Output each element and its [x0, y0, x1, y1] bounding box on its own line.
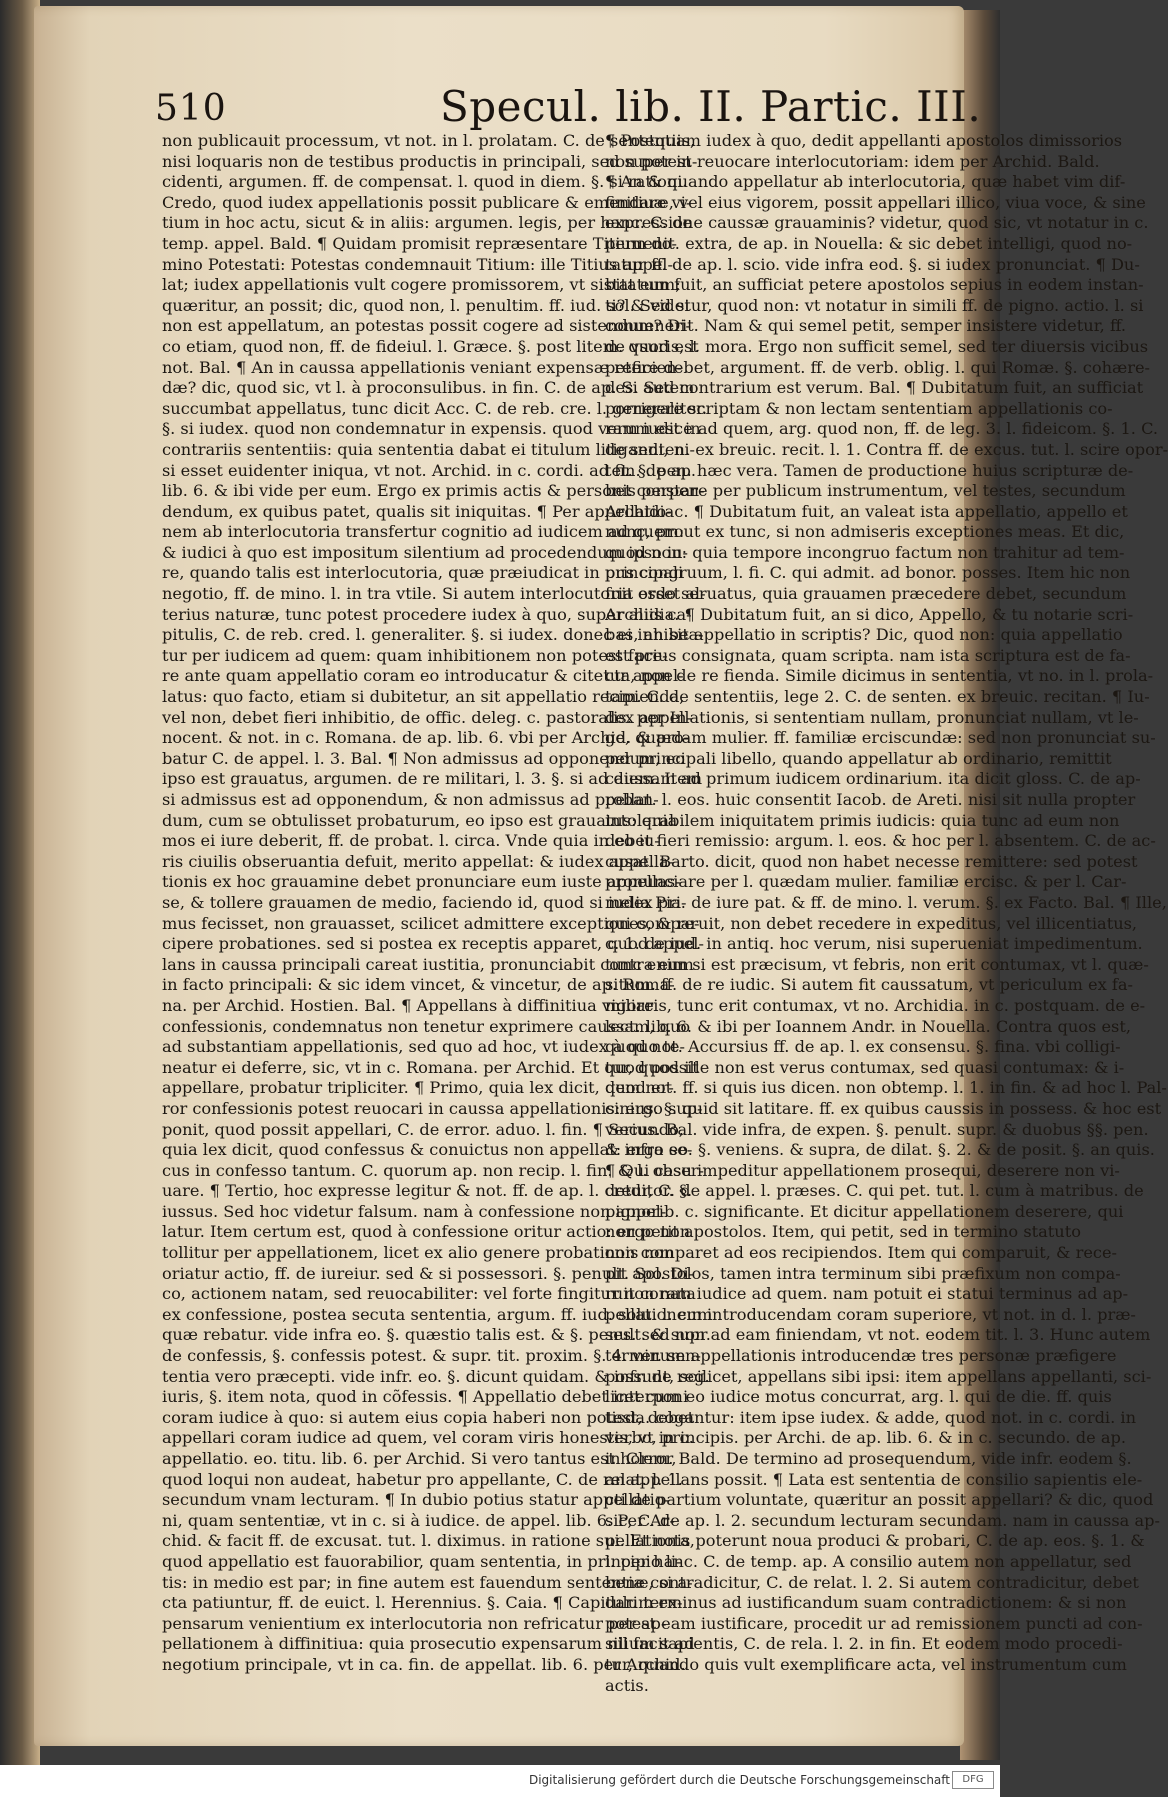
text-line: lans in caussa principali careat iustitia, pronunciabit contra eum — [162, 954, 694, 974]
text-line: quod non: quia tempore incongruo factum non trahitur ad tem- — [605, 542, 1125, 562]
text-line: ni, quam sententiæ, vt in c. si à iudice. de appel. lib. 6. Per Ar- — [162, 1510, 675, 1530]
text-line: lib. 6. & ibi vide per eum. Ergo ex primis actis & personis perpen- — [162, 481, 705, 501]
text-line: pensarum venientium ex interlocutoria non refricatur per ap- — [162, 1613, 667, 1633]
text-line: ipso est grauatus, argumen. de re militari, l. 3. §. si ad diem. Item — [162, 769, 703, 789]
text-line: iussus. Sed hoc videtur falsum. nam à confessione non appel- — [162, 1201, 667, 1221]
text-line: pronunciare per l. quædam mulier. familiæ ercisc. & per l. Car- — [605, 872, 1127, 892]
text-line: quæritur, an possit; dic, quod non, l. penultim. ff. iud. sol. Sed si — [162, 295, 690, 315]
text-line: na. per Archid. Hostien. Bal. ¶ Appellans à diffinitiua vigore — [162, 995, 654, 1015]
text-line: porrigere scriptam & non lectam sententiam appellationis co- — [605, 398, 1113, 418]
text-line: bene contradicitur, C. de relat. l. 2. Si autem contradicitur, debet — [605, 1572, 1139, 1592]
text-line: cusat. Barto. dicit, quod non habet necesse remittere: sed potest — [605, 851, 1138, 871]
text-line: actis. — [605, 1675, 649, 1695]
text-line: nem ab interlocutoria transfertur cognitio ad iudicem ad quem: — [162, 522, 685, 542]
text-line: cipere probationes. sed si postea ex receptis apparet, quod appel- — [162, 934, 704, 954]
text-line: pit apostolos, tamen intra terminum sibi præfixum non compa- — [605, 1263, 1121, 1283]
text-line: cta patiuntur, ff. de euict. l. Herennius. §. Caia. ¶ Capitulum ex- — [162, 1593, 683, 1613]
text-line: uare. ¶ Tertio, hoc expresse legitur & not. ff. de ap. l. creditor. §. — [162, 1181, 693, 1201]
text-line: mos ei iure deberit, ff. de probat. l. circa. Vnde quia in eo iu- — [162, 831, 660, 851]
text-line: cti de partium voluntate, quæritur an possit appellari? & dic, quod — [605, 1490, 1154, 1510]
text-line: iuris, §. item nota, quod in cõfessis. ¶ Appellatio debet interponi — [162, 1387, 689, 1407]
text-line: est prius consignata, quam scripta. nam ista scriptura est de fa- — [605, 645, 1131, 665]
text-line: pellat. l. eos. huic consentit Iacob. de Areti. nisi sit nulla propter — [605, 790, 1136, 809]
text-line: not. Bal. ¶ An in caussa appellationis veniant expensæ reficien- — [162, 357, 683, 377]
text-line: ti? & videtur, quod non: vt notatur in simili ff. de pigno. actio. l. si — [605, 295, 1144, 315]
text-line: per principali libello, quando appellatur ab ordinario, remittit — [605, 748, 1112, 768]
text-line: tur, quod ille non est verus contumax, sed quasi contumax: & i- — [605, 1057, 1125, 1077]
dfg-logo: DFG — [952, 1771, 994, 1789]
text-line: Archidia. ¶ Dubitatum fuit, an si dico, Appello, & tu notarie scri- — [605, 604, 1134, 624]
text-line: nisi loquaris non de testibus productis in principali, sed super in- — [162, 151, 698, 171]
text-line: expressione caussæ grauaminis? videtur, quod sic, vt notatur in c. — [605, 213, 1149, 233]
text-line: latus: quo facto, etiam si dubitetur, an sit appellatio recipienda, — [162, 687, 685, 707]
text-line: licet cum eo iudice motus concurrat, arg. l. qui de die. ff. quis — [605, 1387, 1112, 1407]
text-line: latur. Item certum est, quod à confessione oritur actio: ergo non — [162, 1222, 691, 1242]
text-line: verius. Bal. vide infra, de expen. §. penult. supr. & duobus §§. pen. — [605, 1119, 1149, 1139]
text-line: non comparet ad eos recipiendos. Item qui comparuit, & rece- — [605, 1243, 1118, 1263]
text-line: §. si iudex. quod non condemnatur in expensis. quod verum est in — [162, 419, 701, 439]
text-line: Archidiac. ¶ Dubitatum fuit, an valeat ista appellatio, appello et — [605, 501, 1128, 521]
text-line: pus congruum, l. fi. C. qui admit. ad bonor. posses. Item hic non — [605, 563, 1131, 583]
text-line: petere debet, argument. ff. de verb. oblig. l. qui Romæ. §. cohære- — [605, 357, 1151, 377]
text-line: ¶ An & quando appellatur ab interlocutoria, quæ habet vim dif- — [605, 172, 1126, 192]
text-line: ge, quædam mulier. ff. familiæ erciscundæ: sed non pronunciat su- — [605, 728, 1156, 748]
text-line: cta, non de re fienda. Simile dicimus in sententia, vt no. in l. prola- — [605, 666, 1154, 686]
text-line: tam. C. de sententiis, lege 2. C. de senten. ex breuic. recitan. ¶ Iu- — [605, 687, 1150, 707]
text-line: non est appellatum, an potestas possit cogere ad sistendum? Di- — [162, 316, 691, 336]
text-line: fuit ordo seruatus, quia grauamen præcedere debet, secundum — [605, 584, 1127, 604]
text-line: possunt, scilicet, appellans sibi ipsi: item appellans appellanti, sci- — [605, 1366, 1152, 1386]
text-line: ses. sed non ad eam finiendam, vt not. eodem tit. l. 3. Hunc autem — [605, 1325, 1151, 1345]
text-line: non publicauit processum, vt not. in l. prolatam. C. de sententiis, — [162, 131, 696, 150]
text-line: negotium principale, vt in ca. fin. de appellat. lib. 6. per Archid. — [162, 1654, 686, 1674]
text-line: cidenti, argumen. ff. de compensat. l. quod in diem. §. si rationi. — [162, 172, 688, 192]
text-line: tollitur per appellationem, licet ex alio genere probationis non — [162, 1243, 675, 1263]
text-line: tionis ex hoc grauamine debet pronunciare eum iuste appellas- — [162, 872, 681, 892]
text-line: nunc, prout ex tunc, si non admiseris exceptiones meas. Et dic, — [605, 522, 1125, 542]
text-line: se, & tollere grauamen de medio, faciendo id, quod si iudex pri- — [162, 892, 687, 912]
text-line: neatur ei deferre, sic, vt in c. Romana. per Archid. Et quod possit — [162, 1057, 699, 1077]
text-line: re, quando talis est interlocutoria, quæ præiudicat in principali — [162, 563, 684, 583]
running-head — [155, 82, 982, 134]
text-line: tur, quando quis vult exemplificare acta, vel instrumentum cum — [605, 1654, 1127, 1674]
text-line: coram iudice à quo: si autem eius copia haberi non potest, debet — [162, 1407, 695, 1427]
text-line: succumbat appellatus, tunc dicit Acc. C. de reb. cre. l. generaliter. — [162, 398, 708, 418]
text-line: & iudici à quo est impositum silentium ad procedendum ipso iu- — [162, 542, 689, 562]
text-line: quod loqui non audeat, habetur pro appellante, C. de relat. l. 1. — [162, 1469, 683, 1489]
text-line: dum, cum se obtulisset probaturum, eo ipso est grauatus: quia — [162, 810, 678, 830]
text-line: de senten. ex breuic. recit. l. 1. Contra ff. de excus. tut. l. scire opor- — [605, 439, 1168, 459]
text-line: dem not. ff. si quis ius dicen. non obtemp. l. 1. in fin. & ad hoc l. Pal- — [605, 1078, 1167, 1098]
text-line: mino Potestati: Potestas condemnauit Titium: ille Titius appel- — [162, 254, 673, 274]
text-line: tatur ff. de ap. l. scio. vide infra eod. §. si iudex pronunciat. ¶ Du- — [605, 254, 1140, 274]
text-line: detur, C. de appel. l. præses. C. qui pet. tut. l. cum à matribus. de — [605, 1181, 1144, 1201]
text-line: Credo, quod iudex appellationis possit publicare & emendare vi- — [162, 192, 692, 212]
text-line: miliaris, tunc erit contumax, vt no. Archidia. in c. postquam. de e- — [605, 995, 1146, 1015]
text-line: contrariis sententiis: quia sententia dabat ei titulum litigandi, ni- — [162, 439, 695, 459]
text-line: quod appellatio est fauorabilior, quam sententia, in principio li- — [162, 1551, 682, 1571]
funding-credit: Digitalisierung gefördert durch die Deutsche Forschungsgemeinschaft — [528, 1773, 950, 1787]
text-line: appellatio. eo. titu. lib. 6. per Archid. Si vero tantus est horror, — [162, 1449, 677, 1468]
text-line: ram iudice ad quem, arg. quod non, ff. de leg. 3. l. fideicom. §. 1. C. — [605, 419, 1159, 439]
text-line: de confessis, §. confessis potest. & supr. tit. proxim. §. 4. ver. sen- — [162, 1346, 701, 1366]
text-line: sic, C. de ap. l. 2. secundum lecturam secundam. nam in caussa ap- — [605, 1510, 1160, 1530]
text-line: pellationem introducendam coram superiore, vt not. in d. l. præ- — [605, 1304, 1136, 1324]
text-line: appellare, probatur tripliciter. ¶ Primo, quia lex dicit, quod er- — [162, 1078, 674, 1098]
text-line: terminum appellationis introducendæ tres personæ præfigere — [605, 1346, 1117, 1366]
left-text-column — [162, 131, 713, 1676]
text-line: & infra eo. §. veniens. & supra, de dilat. §. 2. & de posit. §. an quis. — [605, 1140, 1155, 1160]
text-line: si admissus est ad opponendum, & non admissus ad proban- — [162, 790, 659, 809]
text-line: tis: in medio est par; in fine autem est fauendum sententiæ, si a- — [162, 1572, 693, 1592]
text-line: tunc enim si est præcisum, vt febris, non erit contumax, vt l. quæ- — [605, 954, 1149, 974]
text-line: re ante quam appellatio coram eo introducatur & citetur appel- — [162, 666, 684, 686]
text-line: melia Pia. de iure pat. & ff. de mino. l. verum. §. ex Facto. Bal. ¶ Ille, — [605, 892, 1167, 912]
text-line: bet constare per publicum instrumentum, vel testes, secundum — [605, 481, 1126, 501]
text-line: ad substantiam appellationis, sed quo ad hoc, vt iudex à quo te- — [162, 1037, 685, 1057]
text-line: silium sapientis, C. de rela. l. 2. in fin. Et eodem modo procedi- — [605, 1634, 1123, 1654]
text-line: quod not. Accursius ff. de ap. l. ex consensu. §. fina. vbi colligi- — [605, 1037, 1121, 1057]
text-line: finitiuæ, vel eius vigorem, possit appellari illico, viua voce, & sine — [605, 192, 1146, 212]
text-line: batur C. de appel. l. 3. Bal. ¶ Non admissus ad opponendum, eo — [162, 748, 686, 768]
text-line: peruenit. extra, de ap. in Nouella: & sic debet intelligi, quod no- — [605, 233, 1133, 253]
page-number: 510 — [155, 88, 227, 129]
text-line: debet fieri remissio: argum. l. eos. & hoc per l. absentem. C. de ac- — [605, 831, 1156, 851]
text-line: ris ciuilis obseruantia defuit, merito appellat: & iudex appella- — [162, 851, 675, 871]
text-line: co, actionem natam, sed reuocabiliter: vel forte fingitur non nata — [162, 1284, 696, 1304]
text-line: tium in hoc actu, sicut & in aliis: argumen. legis, per hanc. C. de — [162, 213, 693, 233]
text-line: intolerabilem iniquitatem primis iudicis: quia tunc ad eum non — [605, 810, 1120, 830]
text-line: qui comparuit, non debet recedere in expeditus, vel illicentiatus, — [605, 913, 1138, 933]
text-line: situm. ff. de re iudic. Si autem fit caussatum, vt periculum ex fa- — [605, 975, 1134, 995]
text-line: pignorib. c. significante. Et dicitur appellationem deserere, qui — [605, 1201, 1124, 1221]
text-line: temp. appel. Bald. ¶ Quidam promisit repræsentare Titium do- — [162, 233, 677, 253]
text-line: confessionis, condemnatus non tenetur exprimere caussam, quo — [162, 1016, 691, 1036]
text-line: c. 1. de iud. in antiq. hoc verum, nisi superueniat impedimentum. — [605, 934, 1143, 954]
text-line: quæ rebatur. vide infra eo. §. quæstio talis est. & §. penult. & supr. — [162, 1325, 711, 1345]
text-line: dari terminus ad iustificandum suam contradictionem: & si non — [605, 1593, 1127, 1613]
text-line: potest eam iustificare, procedit ur ad remissionem puncti ad con- — [605, 1613, 1143, 1633]
text-line: negotio, ff. de mino. l. in tra vtile. Si autem interlocutoria esset al- — [162, 584, 706, 604]
text-line: appellari coram iudice ad quem, vel coram viris honestis, vt in c. — [162, 1428, 694, 1448]
text-line: dex appellationis, si sententiam nullam, pronunciat nullam, vt le- — [605, 707, 1139, 727]
text-line: non petit apostolos. Item, qui petit, sed in termino statuto — [605, 1222, 1081, 1242]
text-line: ¶ Postquam iudex à quo, dedit appellanti apostolos dimissorios — [605, 131, 1123, 150]
text-line: in Clem. Bald. De termino ad prosequendum, vide infr. eodem §. — [605, 1449, 1132, 1468]
right-text-column — [605, 131, 1168, 1696]
text-line: ror confessionis potest reuocari in caussa appellationis: ergo sup- — [162, 1098, 703, 1118]
text-line: an appellans possit. ¶ Lata est sententia de consilio sapientis ele- — [605, 1469, 1143, 1489]
digitization-footer — [0, 1765, 1000, 1797]
text-line: verbo, principis. per Archi. de ap. lib. 6. & in c. secundo. de ap. — [605, 1428, 1126, 1448]
text-line: tet. §. pen. hæc vera. Tamen de productione huius scripturæ de- — [605, 460, 1134, 480]
text-line: dæ? dic, quod sic, vt l. à proconsulibus. in fin. C. de ap. Si autem — [162, 378, 695, 398]
text-line: tisda. cogantur: item ipse iudex. & adde, quod not. in c. cordi. in — [605, 1407, 1137, 1427]
text-line: de vsuris, l. mora. Ergo non sufficit semel, sed ter diuersis vicibus — [605, 336, 1149, 356]
text-line: co etiam, quod non, ff. de fideiul. l. Græce. §. post litem. quod est — [162, 336, 699, 356]
text-line: tur per iudicem ad quem: quam inhibitionem non potest face- — [162, 645, 668, 665]
text-line: vel non, debet fieri inhibitio, de offic. deleg. c. pastoralis. per In- — [162, 707, 692, 727]
text-line: cus in confesso tantum. C. quorum ap. non recip. l. fin. & l. obser- — [162, 1160, 704, 1180]
text-line: nocent. & not. in c. Romana. de ap. lib. 6. vbi per Archid. & pro- — [162, 728, 690, 748]
text-line: si esset euidenter iniqua, vt not. Archid. in c. cordi. ad fin. de ap. — [162, 460, 696, 480]
text-line: caussam ad primum iudicem ordinarium. ita dicit gloss. C. de ap- — [605, 769, 1141, 789]
running-title: Specul. lib. II. Partic. III. — [440, 82, 982, 131]
text-line: l. per hanc. C. de temp. ap. A consilio autem non appellatur, sed — [605, 1551, 1132, 1571]
text-line: pellationem à diffinitiua: quia prosecutio expensarum nil facit ad — [162, 1634, 695, 1654]
text-line: lat; iudex appellationis vult cogere promissorem, vt sistat eum; — [162, 275, 681, 295]
text-line: ponit, quod possit appellari, C. de error. aduo. l. fin. ¶ Secundo, — [162, 1119, 684, 1139]
text-line: bitatum fuit, an sufficiat petere apostolos sepius in eodem instan- — [605, 275, 1144, 295]
text-line: tentia vero præcepti. vide infr. eo. §. dicunt quidam. & infr. de reg. — [162, 1366, 710, 1386]
text-line: ex confessione, postea secuta sententia, argum. ff. iud. solu. l. cum — [162, 1304, 713, 1324]
text-line: mus fecisset, non grauasset, scilicet admittere exceptiones, & re- — [162, 913, 700, 933]
text-line: lect. lib. 6. & ibi per Ioannem Andr. in Nouella. Contra quos est, — [605, 1016, 1131, 1036]
text-line: non potest reuocare interlocutoriam: idem per Archid. Bald. — [605, 151, 1100, 171]
text-line: cinius. §. quid sit latitare. ff. ex quibus caussis in possess. & hoc est — [605, 1098, 1162, 1118]
text-line: oriatur actio, ff. de iureiur. sed & si possessori. §. penult. Sol. Di- — [162, 1263, 695, 1283]
text-line: quia lex dicit, quod confessus & conuictus non appellat: ergo se- — [162, 1140, 693, 1160]
text-line: ruit coram iudice ad quem. nam potuit ei statui terminus ad ap- — [605, 1284, 1129, 1304]
text-line: conuenerit. Nam & qui semel petit, semper insistere videtur, ff. — [605, 316, 1127, 336]
text-line: pellationis poterunt noua produci & probari, C. de ap. eos. §. 1. & — [605, 1531, 1145, 1551]
text-line: pitulis, C. de reb. cred. l. generaliter. §. si iudex. donec ei inhibea- — [162, 625, 704, 645]
text-line: in facto principali: & sic idem vincet, & vincetur, de ap. Roma- — [162, 975, 675, 995]
text-line: bas, an sit appellatio in scriptis? Dic, quod non: quia appellatio — [605, 625, 1123, 645]
text-line: secundum vnam lecturam. ¶ In dubio potius statur appellatio- — [162, 1490, 671, 1510]
text-line: chid. & facit ff. de excusat. tut. l. diximus. in ratione sui. Et nota, — [162, 1531, 695, 1551]
text-line: dendum, ex quibus patet, qualis sit iniquitas. ¶ Per appellatio- — [162, 501, 672, 521]
text-line: ¶ Qui casu impeditur appellationem prosequi, deserere non vi- — [605, 1160, 1120, 1180]
text-line: terius naturæ, tunc potest procedere iudex à quo, super aliis ca- — [162, 604, 692, 624]
text-line: des. Sed contrarium est verum. Bal. ¶ Dubitatum fuit, an sufficiat — [605, 378, 1144, 398]
